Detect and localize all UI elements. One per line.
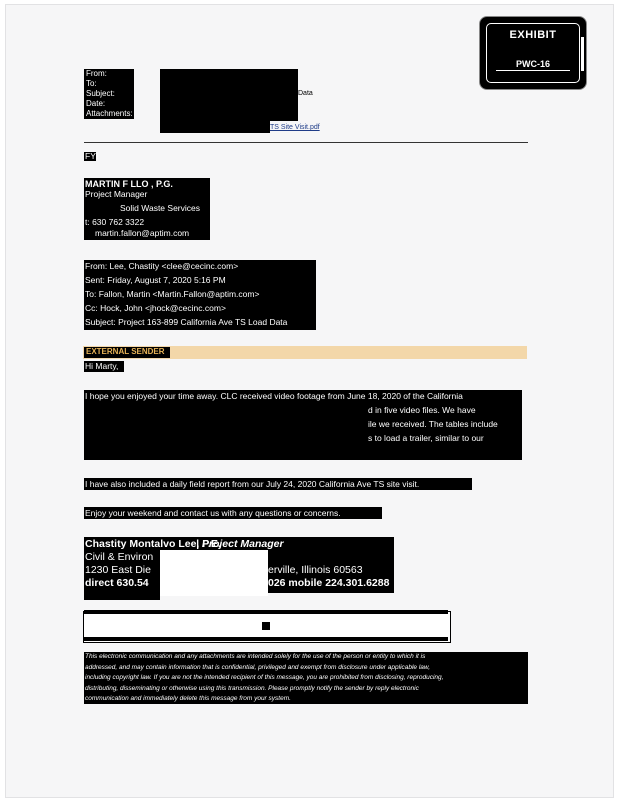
fwd-from: From: Lee, Chastity <clee@cecinc.com> bbox=[85, 261, 239, 271]
sig-title: | Project Manager bbox=[196, 538, 284, 550]
redacted-box-mark bbox=[262, 622, 270, 630]
paragraph-1-line-2: d in five video files. We have bbox=[368, 405, 476, 415]
martin-email[interactable]: martin.fallon@aptim.com bbox=[95, 228, 190, 238]
martin-dept: Solid Waste Services bbox=[120, 203, 200, 213]
paragraph-2: I have also included a daily field report from our July 24, 2020 California Ave TS site visit. bbox=[85, 479, 420, 489]
disclaimer-line-3: including copyright law. If you are not the intended recipient of this message, you are prohibited from disclosing, reproducing, bbox=[85, 674, 444, 681]
sig-web-redaction bbox=[84, 593, 160, 600]
redacted-box-top bbox=[84, 610, 448, 614]
sig-mobile: 026 mobile 224.301.6288 bbox=[268, 577, 390, 589]
disclaimer bbox=[85, 652, 527, 705]
sig-company: Civil & Environ bbox=[85, 551, 154, 563]
header-to-label: To: bbox=[86, 79, 97, 88]
disclaimer-line-1: This electronic communication and any attachments are intended solely for the use of the person or entity to which it is bbox=[85, 653, 426, 660]
exhibit-sticker bbox=[479, 16, 587, 90]
disclaimer-line-4: distributing, disseminating or otherwise using this transmission. Please promptly notify the sender by reply electronic bbox=[85, 684, 419, 692]
signature-whiteout bbox=[160, 550, 268, 596]
paragraph-1-line-3: ile we received. The tables include bbox=[368, 419, 498, 429]
fwd-sent: Sent: Friday, August 7, 2020 5:16 PM bbox=[85, 275, 226, 285]
header-from-label: From: bbox=[86, 69, 107, 78]
fyi-text: FYI bbox=[85, 151, 99, 161]
exhibit-label: EXHIBIT bbox=[509, 29, 557, 41]
sig-city: erville, Illinois 60563 bbox=[268, 564, 363, 576]
greeting: Hi Marty, bbox=[85, 361, 119, 371]
paragraph-1-line-4: s to load a trailer, similar to our bbox=[368, 433, 484, 443]
header-divider bbox=[84, 142, 528, 143]
fwd-to: To: Fallon, Martin <Martin.Fallon@aptim.com> bbox=[85, 289, 260, 299]
martin-title: Project Manager bbox=[85, 189, 148, 199]
paragraph-1-line-1: I hope you enjoyed your time away. CLC received video footage from June 18, 2020 of the California bbox=[85, 391, 463, 401]
external-sender-text: EXTERNAL SENDER bbox=[86, 347, 165, 356]
redacted-box-bottom bbox=[84, 637, 448, 641]
disclaimer-line-2: addressed, and may contain information that is confidential, privileged and exempt from disclosure under applicable law, bbox=[85, 663, 431, 671]
exhibit-number: PWC-16 bbox=[496, 59, 570, 71]
attachment-link[interactable]: TS Site Visit.pdf bbox=[270, 124, 320, 131]
fwd-subject: Subject: Project 163-899 California Ave TS Load Data bbox=[85, 317, 288, 327]
sig-name: Chastity Montalvo Lee, P.E. bbox=[85, 538, 221, 550]
header-subject-label: Subject: bbox=[86, 89, 115, 98]
attachment-redaction bbox=[160, 121, 270, 133]
header-attachments-label: Attachments: bbox=[86, 109, 133, 118]
sig-direct: direct 630.54 bbox=[85, 577, 149, 589]
disclaimer-line-5: communication and immediately delete this message from your system. bbox=[85, 695, 291, 702]
header-values-redaction bbox=[160, 69, 298, 121]
exhibit-side-mark bbox=[581, 37, 584, 71]
sig-street: 1230 East Die bbox=[85, 564, 151, 576]
paragraph-3: Enjoy your weekend and contact us with any questions or concerns. bbox=[85, 508, 341, 518]
martin-name: MARTIN F LLO , P.G. bbox=[85, 179, 173, 189]
header-date-label: Date: bbox=[86, 99, 106, 108]
martin-phone: t: 630 762 3322 bbox=[85, 217, 145, 227]
header-subject-tail: Data bbox=[298, 90, 313, 97]
fwd-cc: Cc: Hock, John <jhock@cecinc.com> bbox=[85, 303, 226, 313]
